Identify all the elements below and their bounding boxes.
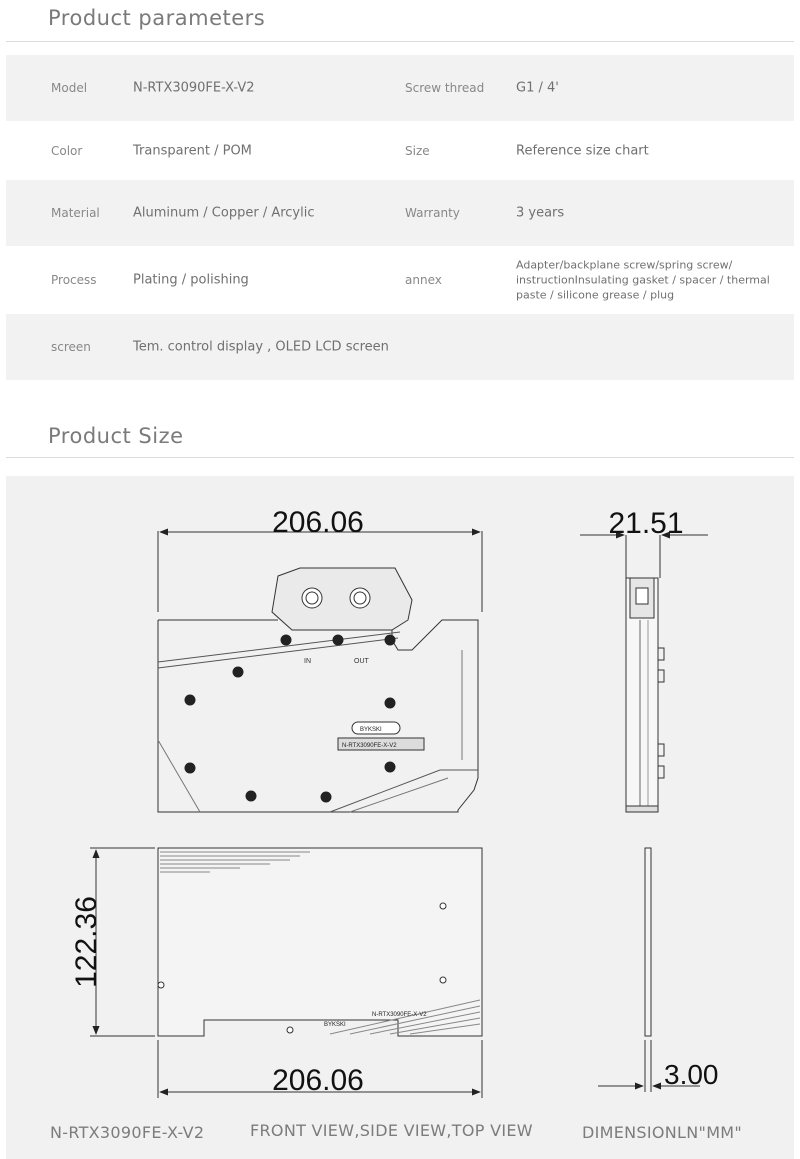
label-out: OUT	[354, 658, 369, 665]
backplate-plate-text: N-RTX3090FE-X-V2	[372, 1012, 427, 1018]
param-key: Process	[51, 273, 97, 287]
param-value: Plating / polishing	[133, 272, 249, 288]
product-parameters-title: Product parameters	[48, 6, 266, 30]
param-value: Aluminum / Copper / Arcylic	[133, 205, 315, 221]
param-key: Size	[405, 143, 430, 158]
front-view	[158, 531, 482, 812]
dim-side-depth: 21.51	[608, 507, 684, 540]
param-key: Material	[51, 206, 100, 220]
caption-units: DIMENSIONLN"MM"	[582, 1123, 743, 1142]
dim-height: 122.36	[70, 896, 103, 988]
param-key: Color	[51, 143, 83, 158]
caption-model: N-RTX3090FE-X-V2	[50, 1123, 205, 1142]
label-in: IN	[304, 658, 311, 665]
param-value: 3 years	[516, 205, 565, 221]
dim-thickness: 3.00	[664, 1059, 719, 1090]
backplate-view	[90, 848, 482, 1098]
param-key: screen	[51, 340, 91, 354]
product-size-title: Product Size	[48, 424, 184, 448]
param-key: Screw thread	[405, 81, 485, 95]
backplate-side-view	[598, 848, 700, 1092]
param-value: Adapter/backplane screw/spring screw/ instructionInsulating gasket / spacer / thermal paste / silicone grease / plug	[516, 258, 770, 302]
param-key: Model	[51, 81, 88, 95]
dim-bottom-width: 206.06	[272, 1064, 364, 1097]
param-key: Warranty	[405, 206, 460, 220]
param-value: G1 / 4'	[516, 80, 559, 96]
param-key: annex	[405, 273, 442, 287]
backplate-logo-text: BYKSKI	[324, 1022, 346, 1028]
logo-text: BYKSKI	[360, 727, 382, 733]
param-value: N-RTX3090FE-X-V2	[133, 80, 255, 96]
param-value: Transparent / POM	[133, 143, 252, 158]
side-view	[580, 535, 708, 812]
param-value: Reference size chart	[516, 143, 649, 158]
param-value: Tem. control display , OLED LCD screen	[133, 339, 389, 355]
caption-views: FRONT VIEW,SIDE VIEW,TOP VIEW	[250, 1121, 533, 1140]
dim-front-width: 206.06	[272, 506, 364, 539]
nameplate-text: N-RTX3090FE-X-V2	[342, 743, 397, 749]
